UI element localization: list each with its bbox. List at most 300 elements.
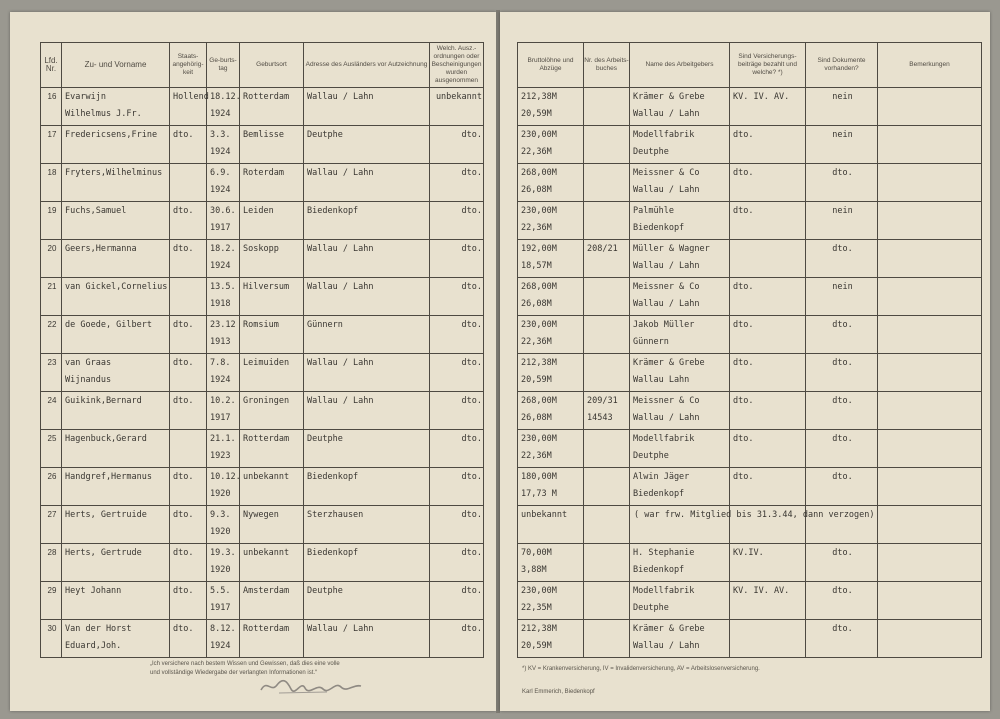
documents-present-line-1: nein (832, 282, 853, 292)
left-table-row (41, 202, 484, 240)
person-name-line-1: Guikink,Bernard (65, 396, 142, 406)
person-name-line-1: Hagenbuck,Gerard (65, 434, 147, 444)
documents-issued-line-1: dto. (461, 244, 482, 254)
person-name-line-2: Wilhelmus J.Fr. (65, 109, 142, 119)
address (304, 392, 430, 430)
insurance-paid (730, 354, 806, 392)
employer-line-1: Alwin Jäger (633, 472, 690, 482)
row-number-line-1: 22 (47, 320, 57, 329)
employer-line-1: Krämer & Grebe (633, 624, 705, 634)
birth-date (207, 392, 240, 430)
row-number-line-1: 17 (47, 130, 57, 139)
employer-line-2: Wallau / Lahn (633, 641, 700, 651)
nationality (170, 202, 207, 240)
address (304, 582, 430, 620)
nationality-line-1: dto. (173, 244, 194, 254)
right-table-row (518, 544, 982, 582)
employer-line-1: H. Stephanie (633, 548, 695, 558)
left-table-row (41, 88, 484, 126)
person-name-line-1: Geers,Hermanna (65, 244, 137, 254)
documents-issued (430, 544, 484, 582)
birth-date (207, 506, 240, 544)
printer-imprint: Karl Emmerich, Biedenkopf (522, 689, 595, 695)
address-line-1: Günnern (307, 320, 343, 330)
nationality (170, 126, 207, 164)
row-number-line-1: 16 (47, 92, 57, 101)
birth-date-line-1: 3.3. (210, 130, 231, 140)
remarks (878, 240, 982, 278)
documents-present (806, 202, 878, 240)
nationality (170, 430, 207, 468)
birth-place (240, 392, 304, 430)
employer-line-2: Wallau / Lahn (633, 185, 700, 195)
gross-wages (518, 468, 584, 506)
address (304, 506, 430, 544)
insurance-paid (730, 126, 806, 164)
person-name-line-1: de Goede, Gilbert (65, 320, 152, 330)
person-name (62, 468, 170, 506)
address-line-1: Wallau / Lahn (307, 396, 374, 406)
nationality-line-1: dto. (173, 548, 194, 558)
address (304, 88, 430, 126)
employer (630, 278, 730, 316)
right-table-row (518, 392, 982, 430)
person-name-line-1: Handgref,Hermanus (65, 472, 152, 482)
person-name-line-1: Herts, Gertruide (65, 510, 147, 520)
documents-present-line-1: dto. (832, 624, 853, 634)
remarks (878, 88, 982, 126)
birth-date-line-1: 7.8. (210, 358, 231, 368)
remarks (878, 354, 982, 392)
gross-wages-line-2: 20,59M (521, 109, 552, 119)
birth-date (207, 582, 240, 620)
row-number (41, 430, 62, 468)
remarks (878, 392, 982, 430)
employer (630, 468, 730, 506)
insurance-footnote: *) KV = Krankenversicherung, IV = Invalidenversicherung, AV = Arbeitslosenversicherung. (522, 666, 760, 672)
workbook-number-line-1: 208/21 (587, 244, 618, 254)
employer-line-2: Wallau / Lahn (633, 413, 700, 423)
remarks (878, 126, 982, 164)
gross-wages-line-2: 3,88M (521, 565, 547, 575)
gross-wages (518, 430, 584, 468)
gross-wages-line-1: 212,38M (521, 624, 557, 634)
header-name: Zu- und Vorname (62, 43, 170, 88)
insurance-paid-line-1: dto. (733, 472, 754, 482)
header-workbook-nr: Nr. des Arbeits-buches (584, 43, 630, 88)
employer-line-1: Palmühle (633, 206, 674, 216)
row-number (41, 544, 62, 582)
documents-issued-line-1: dto. (461, 624, 482, 634)
gross-wages-line-2: 26,08M (521, 299, 552, 309)
documents-present-line-1: dto. (832, 358, 853, 368)
row-number-line-1: 19 (47, 206, 57, 215)
person-name (62, 392, 170, 430)
nationality (170, 278, 207, 316)
documents-present (806, 240, 878, 278)
gross-wages (518, 240, 584, 278)
left-register-table (40, 42, 484, 658)
birth-place-line-1: Amsterdam (243, 586, 290, 596)
documents-issued-line-1: dto. (461, 548, 482, 558)
employer-line-1: Modellfabrik (633, 130, 695, 140)
row-number (41, 392, 62, 430)
birth-date-line-2: 1924 (210, 109, 231, 119)
documents-issued-line-1: dto. (461, 130, 482, 140)
remarks (878, 164, 982, 202)
birth-date-line-1: 13.5. (210, 282, 236, 292)
insurance-paid-line-1: KV. IV. AV. (733, 92, 790, 102)
remarks (878, 544, 982, 582)
employer-line-1: Meissner & Co (633, 396, 700, 406)
insurance-paid-line-1: dto. (733, 434, 754, 444)
birth-place-line-1: Rotterdam (243, 624, 290, 634)
documents-issued-line-1: dto. (461, 586, 482, 596)
gross-wages-line-2: 22,36M (521, 451, 552, 461)
birth-date-line-2: 1920 (210, 527, 231, 537)
employer-line-2: Günnern (633, 337, 669, 347)
person-name-line-2: Wijnandus (65, 375, 112, 385)
nationality-line-1: dto. (173, 472, 194, 482)
birth-place-line-1: Romsium (243, 320, 279, 330)
birth-place (240, 430, 304, 468)
right-register-table (517, 42, 982, 658)
workbook-number (584, 316, 630, 354)
insurance-paid (730, 506, 806, 544)
workbook-number (584, 468, 630, 506)
row-number-line-1: 28 (47, 548, 57, 557)
insurance-paid-line-1: KV.IV. (733, 548, 764, 558)
insurance-paid-line-1: dto. (733, 396, 754, 406)
nationality-line-1: dto. (173, 206, 194, 216)
gross-wages-line-1: 212,38M (521, 358, 557, 368)
person-name-line-1: Van der Horst (65, 624, 132, 634)
right-header-row (518, 43, 982, 88)
remarks (878, 430, 982, 468)
gross-wages-line-1: unbekannt (521, 510, 568, 520)
address-line-1: Deutphe (307, 434, 343, 444)
left-table-row (41, 392, 484, 430)
address-line-1: Biedenkopf (307, 206, 359, 216)
insurance-paid-line-1: dto. (733, 282, 754, 292)
birth-place-line-1: Nywegen (243, 510, 279, 520)
birth-date-line-1: 18.12. (210, 92, 241, 102)
nationality-line-1: dto. (173, 130, 194, 140)
address-line-1: Wallau / Lahn (307, 168, 374, 178)
birth-place (240, 620, 304, 658)
nationality-line-1: dto. (173, 358, 194, 368)
gross-wages-line-1: 268,00M (521, 168, 557, 178)
documents-issued (430, 620, 484, 658)
birth-date (207, 544, 240, 582)
gross-wages-line-2: 18,57M (521, 261, 552, 271)
left-table-row (41, 506, 484, 544)
birth-date (207, 240, 240, 278)
birth-place-line-1: Leiden (243, 206, 274, 216)
birth-date-line-2: 1920 (210, 489, 231, 499)
row-number-line-1: 24 (47, 396, 57, 405)
documents-issued (430, 582, 484, 620)
insurance-paid (730, 316, 806, 354)
birth-date-line-1: 8.12. (210, 624, 236, 634)
birth-date-line-2: 1924 (210, 375, 231, 385)
workbook-number (584, 582, 630, 620)
documents-present-line-1: dto. (832, 434, 853, 444)
row-number-line-1: 23 (47, 358, 57, 367)
documents-issued (430, 430, 484, 468)
birth-date-line-2: 1924 (210, 261, 231, 271)
documents-present-line-1: dto. (832, 320, 853, 330)
insurance-paid (730, 430, 806, 468)
nationality-line-1: dto. (173, 320, 194, 330)
header-insurance: Sind Versicherungs-beiträge bezahlt und welche? *) (730, 43, 806, 88)
documents-issued-line-1: dto. (461, 510, 482, 520)
insurance-paid (730, 468, 806, 506)
employer-line-1: Meissner & Co (633, 282, 700, 292)
gross-wages (518, 278, 584, 316)
insurance-paid-line-1: KV. IV. AV. (733, 586, 790, 596)
birth-place (240, 316, 304, 354)
birth-place (240, 278, 304, 316)
documents-issued (430, 354, 484, 392)
person-name-line-1: Fredericsens,Frine (65, 130, 158, 140)
documents-issued-line-1: dto. (461, 396, 482, 406)
documents-present-line-1: nein (832, 206, 853, 216)
left-table-row (41, 164, 484, 202)
row-number-line-1: 20 (47, 244, 57, 253)
gross-wages-line-1: 212,38M (521, 92, 557, 102)
right-table-row (518, 430, 982, 468)
workbook-number (584, 278, 630, 316)
person-name (62, 506, 170, 544)
birth-date-line-2: 1924 (210, 147, 231, 157)
insurance-paid (730, 620, 806, 658)
documents-issued-line-1: dto. (461, 168, 482, 178)
remarks (878, 468, 982, 506)
person-name (62, 164, 170, 202)
birth-date-line-2: 1917 (210, 603, 231, 613)
nationality-line-1: dto. (173, 586, 194, 596)
workbook-number (584, 240, 630, 278)
documents-issued (430, 506, 484, 544)
employer (630, 354, 730, 392)
person-name-line-1: Fuchs,Samuel (65, 206, 127, 216)
header-lfd-nr: Lfd. Nr. (41, 43, 62, 88)
gross-wages (518, 88, 584, 126)
gross-wages-line-1: 230,00M (521, 434, 557, 444)
right-table-row (518, 468, 982, 506)
employer-line-2: Deutphe (633, 147, 669, 157)
birth-date (207, 430, 240, 468)
birth-place (240, 240, 304, 278)
person-name-line-1: Heyt Johann (65, 586, 122, 596)
row-number (41, 316, 62, 354)
documents-present-line-1: dto. (832, 586, 853, 596)
birth-date (207, 202, 240, 240)
workbook-number (584, 126, 630, 164)
birth-place (240, 164, 304, 202)
right-table-row (518, 582, 982, 620)
address (304, 126, 430, 164)
person-name-line-1: Fryters,Wilhelminus (65, 168, 163, 178)
gross-wages-line-2: 22,36M (521, 147, 552, 157)
row-number-line-1: 29 (47, 586, 57, 595)
right-table-row (518, 278, 982, 316)
documents-present (806, 430, 878, 468)
gross-wages-line-2: 20,59M (521, 375, 552, 385)
birth-date-line-1: 5.5. (210, 586, 231, 596)
gross-wages (518, 392, 584, 430)
birth-place-line-1: Rotterdam (243, 92, 290, 102)
row-number-line-1: 25 (47, 434, 57, 443)
documents-issued-line-1: dto. (461, 358, 482, 368)
insurance-paid (730, 544, 806, 582)
documents-present-line-1: nein (832, 130, 853, 140)
gross-wages-line-2: 22,36M (521, 223, 552, 233)
address-line-1: Wallau / Lahn (307, 624, 374, 634)
person-name-line-1: van Graas (65, 358, 112, 368)
birth-place (240, 582, 304, 620)
birth-place (240, 544, 304, 582)
birth-date-line-2: 1917 (210, 413, 231, 423)
gross-wages-line-1: 230,00M (521, 320, 557, 330)
address-line-1: Biedenkopf (307, 472, 359, 482)
gross-wages-line-1: 180,00M (521, 472, 557, 482)
row-number (41, 354, 62, 392)
birth-place (240, 88, 304, 126)
header-documents: Sind Dokumente vorhanden? (806, 43, 878, 88)
gross-wages-line-2: 22,36M (521, 337, 552, 347)
birth-date-line-1: 9.3. (210, 510, 231, 520)
birth-date-line-1: 23.12 (210, 320, 236, 330)
workbook-number (584, 354, 630, 392)
address (304, 544, 430, 582)
gross-wages-line-1: 230,00M (521, 130, 557, 140)
certification-line-1: „Ich versichere nach bestem Wissen und Gewissen, daß dies eine volle (150, 661, 340, 667)
row-number (41, 126, 62, 164)
right-table-row (518, 620, 982, 658)
address (304, 240, 430, 278)
nationality (170, 620, 207, 658)
employer (630, 544, 730, 582)
employer-line-2: Wallau / Lahn (633, 109, 700, 119)
documents-present-line-1: nein (832, 92, 853, 102)
birth-place (240, 126, 304, 164)
row-number-line-1: 21 (47, 282, 57, 291)
left-header-row (41, 43, 484, 88)
employer-line-1: Modellfabrik (633, 586, 695, 596)
address-line-1: Deutphe (307, 130, 343, 140)
gross-wages-line-2: 22,35M (521, 603, 552, 613)
nationality (170, 316, 207, 354)
insurance-paid-line-1: dto. (733, 358, 754, 368)
employer-line-2: Wallau / Lahn (633, 261, 700, 271)
left-table-row (41, 126, 484, 164)
gross-wages-line-2: 26,08M (521, 413, 552, 423)
row-number (41, 620, 62, 658)
person-name-line-1: van Gickel,Cornelius (65, 282, 168, 292)
address (304, 620, 430, 658)
right-table-row (518, 202, 982, 240)
insurance-paid-line-1: dto. (733, 168, 754, 178)
birth-date (207, 316, 240, 354)
address (304, 202, 430, 240)
birth-place (240, 506, 304, 544)
gross-wages-line-2: 26,08M (521, 185, 552, 195)
documents-present (806, 316, 878, 354)
documents-present (806, 582, 878, 620)
employer-line-2: Wallau Lahn (633, 375, 690, 385)
right-table-row (518, 88, 982, 126)
birth-place (240, 202, 304, 240)
employer-line-1: Krämer & Grebe (633, 358, 705, 368)
birth-date-line-2: 1913 (210, 337, 231, 347)
birth-date-line-1: 10.2. (210, 396, 236, 406)
employer-line-1: Jakob Müller (633, 320, 695, 330)
birth-date (207, 164, 240, 202)
remarks (878, 202, 982, 240)
documents-issued (430, 164, 484, 202)
header-employer: Name des Arbeitgebers (630, 43, 730, 88)
employer (630, 582, 730, 620)
employer-line-2: Wallau / Lahn (633, 299, 700, 309)
insurance-paid (730, 278, 806, 316)
documents-present-line-1: dto. (832, 472, 853, 482)
birth-place-line-1: Groningen (243, 396, 290, 406)
right-table-row (518, 164, 982, 202)
address-line-1: Biedenkopf (307, 548, 359, 558)
right-table-row (518, 506, 982, 544)
workbook-number-line-1: 209/31 (587, 396, 618, 406)
insurance-paid-line-1: dto. (733, 320, 754, 330)
row-remark-note: ( war frw. Mitglied bis 31.3.44, dann verzogen) (634, 510, 875, 520)
birth-date-line-1: 21.1. (210, 434, 236, 444)
employer-line-2: Biedenkopf (633, 223, 685, 233)
handwritten-signature (257, 675, 367, 697)
nationality (170, 164, 207, 202)
documents-present (806, 126, 878, 164)
row-number (41, 582, 62, 620)
header-wages: Bruttolöhne und Abzüge (518, 43, 584, 88)
row-number (41, 278, 62, 316)
birth-place (240, 468, 304, 506)
employer-line-1: Krämer & Grebe (633, 92, 705, 102)
workbook-number (584, 164, 630, 202)
gross-wages (518, 202, 584, 240)
left-table-row (41, 240, 484, 278)
birth-date-line-1: 10.12. (210, 472, 241, 482)
gross-wages-line-1: 70,00M (521, 548, 552, 558)
employer-line-2: Biedenkopf (633, 489, 685, 499)
gross-wages (518, 354, 584, 392)
documents-present (806, 164, 878, 202)
person-name-line-1: Evarwijn (65, 92, 106, 102)
nationality-line-1: dto. (173, 624, 194, 634)
workbook-number (584, 88, 630, 126)
left-table-row (41, 582, 484, 620)
birth-date-line-1: 6.9. (210, 168, 231, 178)
insurance-paid-line-1: dto. (733, 130, 754, 140)
documents-present-line-1: dto. (832, 396, 853, 406)
gross-wages-line-1: 192,00M (521, 244, 557, 254)
birth-place-line-1: Bemlisse (243, 130, 284, 140)
workbook-number-line-2: 14543 (587, 413, 613, 423)
birth-date-line-2: 1923 (210, 451, 231, 461)
gross-wages-line-1: 268,00M (521, 282, 557, 292)
person-name (62, 430, 170, 468)
nationality (170, 506, 207, 544)
left-table-row (41, 316, 484, 354)
